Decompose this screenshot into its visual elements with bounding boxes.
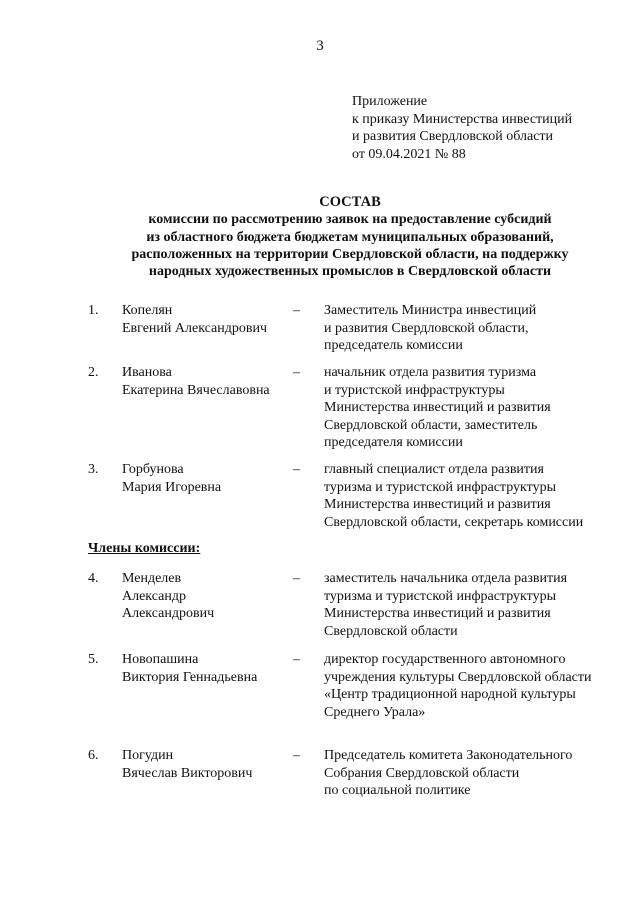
role-line: Министерства инвестиций и развития <box>324 400 551 415</box>
name-line: Мария Игоревна <box>122 479 222 495</box>
name-line: Александр <box>122 588 186 604</box>
name-line: Евгений Александрович <box>122 320 268 336</box>
title-heading: СОСТАВ <box>319 194 381 210</box>
dash-separator: – <box>293 303 300 318</box>
members-heading: Члены комиссии: <box>88 541 201 556</box>
member-number: 1. <box>88 303 99 318</box>
name-line: Вячеслав Викторович <box>122 765 253 781</box>
member-name <box>122 364 270 399</box>
name-line: Менделев <box>122 571 182 586</box>
role-line: учреждения культуры Свердловской области <box>324 669 592 685</box>
role-line: председателя комиссии <box>324 435 463 450</box>
name-line: Горбунова <box>122 462 184 477</box>
role-line: председатель комиссии <box>324 338 463 353</box>
role-line: туризма и туристской инфраструктуры <box>324 588 556 604</box>
member-role <box>324 364 551 452</box>
name-line: Екатерина Вячеславовна <box>122 382 270 398</box>
role-line: по социальной политике <box>324 783 471 798</box>
member-number: 6. <box>88 748 99 763</box>
name-line: Новопашина <box>122 652 199 667</box>
name-line: Александрович <box>122 606 215 621</box>
role-line: Собрания Свердловской области <box>324 765 520 781</box>
title-line: народных художественных промыслов в Свердловской области <box>148 264 552 280</box>
role-line: Председатель комитета Законодательного <box>324 748 573 763</box>
role-line: Свердловской области, заместитель <box>324 417 538 433</box>
member-role <box>324 302 536 355</box>
appendix-line: Приложение <box>352 94 428 109</box>
member-number: 3. <box>88 462 99 477</box>
appendix-line: от 09.04.2021 № 88 <box>352 146 466 162</box>
member-role <box>324 651 591 721</box>
role-line: и туристской инфраструктуры <box>324 382 505 398</box>
name-line: Копелян <box>122 303 173 318</box>
title-line: из областного бюджета бюджетам муниципальных образований, <box>146 229 554 245</box>
appendix-line: к приказу Министерства инвестиций <box>352 111 573 127</box>
dash-separator: – <box>293 748 300 763</box>
member-name <box>122 651 257 686</box>
role-line: «Центр традиционной народной культуры <box>324 687 576 702</box>
member-name <box>122 461 221 496</box>
role-line: Среднего Урала» <box>324 704 426 720</box>
title-line: комиссии по рассмотрению заявок на предоставление субсидий <box>148 212 552 228</box>
role-line: директор государственного автономного <box>324 652 566 667</box>
dash-separator: – <box>293 571 300 586</box>
role-line: заместитель начальника отдела развития <box>324 571 568 586</box>
role-line: Министерства инвестиций и развития <box>324 497 551 512</box>
name-line: Виктория Геннадьевна <box>122 669 258 685</box>
member-role <box>324 570 567 640</box>
page-number: 3 <box>316 38 324 54</box>
appendix-note <box>352 93 572 163</box>
member-number: 4. <box>88 571 99 586</box>
role-line: главный специалист отдела развития <box>324 462 544 477</box>
member-role <box>324 747 572 800</box>
member-name <box>122 747 252 782</box>
role-line: Свердловской области, секретарь комиссии <box>324 514 584 530</box>
role-line: начальник отдела развития туризма <box>324 365 537 380</box>
name-line: Иванова <box>122 365 172 380</box>
role-line: туризма и туристской инфраструктуры <box>324 479 556 495</box>
member-number: 2. <box>88 365 99 380</box>
role-line: и развития Свердловской области, <box>324 320 529 336</box>
dash-separator: – <box>293 652 300 667</box>
dash-separator: – <box>293 365 300 380</box>
member-name <box>122 302 267 337</box>
role-line: Свердловской области <box>324 623 458 639</box>
member-role <box>324 461 583 531</box>
role-line: Министерства инвестиций и развития <box>324 606 551 621</box>
document-title <box>0 194 640 280</box>
dash-separator: – <box>293 462 300 477</box>
member-name <box>122 570 214 623</box>
role-line: Заместитель Министра инвестиций <box>324 303 537 318</box>
title-line: расположенных на территории Свердловской области, на поддержку <box>131 246 569 262</box>
member-number: 5. <box>88 652 99 667</box>
name-line: Погудин <box>122 748 174 763</box>
appendix-line: и развития Свердловской области <box>352 129 554 144</box>
